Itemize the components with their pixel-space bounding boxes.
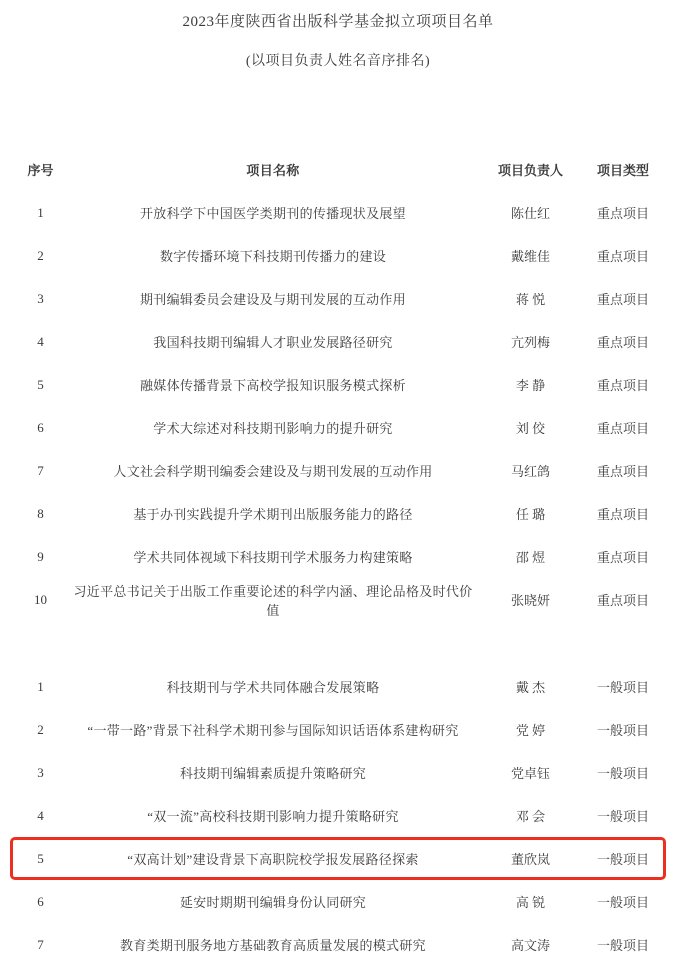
table-row — [10, 708, 666, 751]
row-index: 9 — [37, 548, 44, 564]
table-row — [10, 535, 666, 578]
row-type: 重点项目 — [596, 249, 649, 264]
table-row — [10, 277, 666, 320]
row-project-name: 我国科技期刊编辑人才职业发展路径研究 — [153, 335, 393, 350]
row-index: 1 — [37, 204, 44, 220]
row-leader: 李 静 — [515, 378, 546, 393]
table-row — [10, 492, 666, 535]
row-type: 重点项目 — [596, 206, 649, 221]
row-leader: 邓 会 — [515, 809, 546, 824]
column-header-type: 项目类型 — [596, 162, 649, 178]
row-leader: 马红鸽 — [510, 464, 550, 479]
row-type: 一般项目 — [596, 723, 649, 738]
table-row — [10, 665, 666, 708]
row-leader: 戴维佳 — [510, 249, 550, 264]
table-row — [10, 191, 666, 234]
row-leader: 任 璐 — [515, 507, 546, 522]
row-index: 7 — [37, 462, 44, 478]
row-type: 重点项目 — [596, 292, 649, 307]
row-leader: 邵 煜 — [515, 550, 546, 565]
table-row — [10, 234, 666, 277]
table-row — [10, 363, 666, 406]
table-row — [10, 880, 666, 923]
row-leader: 戴 杰 — [515, 680, 546, 695]
row-type: 一般项目 — [596, 938, 649, 953]
row-leader: 党卓钰 — [510, 766, 550, 781]
row-project-name: “双高计划”建设背景下高职院校学报发展路径探索 — [127, 852, 419, 867]
row-project-name: 习近平总书记关于出版工作重要论述的科学内涵、理论品格及时代价值 — [73, 583, 473, 618]
row-index: 1 — [37, 678, 44, 694]
row-project-name: 融媒体传播背景下高校学报知识服务模式探析 — [139, 378, 406, 393]
project-table — [0, 147, 676, 966]
row-project-name: “双一流”高校科技期刊影响力提升策略研究 — [147, 809, 399, 824]
row-index: 6 — [37, 419, 44, 435]
row-leader: 陈仕红 — [510, 206, 550, 221]
row-type: 一般项目 — [596, 680, 649, 695]
row-type: 重点项目 — [596, 507, 649, 522]
column-header-index: 序号 — [27, 162, 54, 178]
row-type: 重点项目 — [596, 378, 649, 393]
column-header-project-name: 项目名称 — [246, 162, 300, 178]
row-index: 3 — [37, 764, 44, 780]
table-row-highlighted — [10, 837, 666, 880]
row-leader: 亢列梅 — [510, 335, 550, 350]
table-row — [10, 320, 666, 363]
page-subtitle: (以项目负责人姓名音序排名) — [245, 54, 431, 69]
row-project-name: 教育类期刊服务地方基础教育高质量发展的模式研究 — [120, 938, 426, 953]
row-type: 重点项目 — [596, 335, 649, 350]
row-project-name: 开放科学下中国医学类期刊的传播现状及展望 — [139, 206, 406, 221]
row-index: 3 — [37, 290, 44, 306]
row-index: 8 — [37, 505, 44, 521]
row-index: 10 — [34, 591, 47, 607]
row-type: 一般项目 — [596, 809, 649, 824]
row-index: 4 — [37, 807, 44, 823]
row-project-name: 科技期刊编辑素质提升策略研究 — [179, 766, 367, 781]
row-type: 一般项目 — [596, 852, 649, 867]
row-leader: 董欣岚 — [510, 852, 550, 867]
row-type: 重点项目 — [596, 421, 649, 436]
row-leader: 高文涛 — [510, 938, 550, 953]
row-project-name: 延安时期期刊编辑身份认同研究 — [179, 895, 367, 910]
row-index: 2 — [37, 721, 44, 737]
row-type: 重点项目 — [596, 593, 649, 608]
table-header-row — [10, 147, 666, 191]
row-leader: 党 婷 — [515, 723, 546, 738]
page-title: 2023年度陕西省出版科学基金拟立项项目名单 — [182, 14, 494, 30]
row-type: 一般项目 — [596, 895, 649, 910]
row-project-name: 学术共同体视域下科技期刊学术服务力构建策略 — [133, 550, 413, 565]
row-project-name: 基于办刊实践提升学术期刊出版服务能力的路径 — [133, 507, 413, 522]
table-row — [10, 923, 666, 966]
table-row — [10, 751, 666, 794]
section-gap — [0, 621, 676, 665]
row-project-name: “一带一路”背景下社科学术期刊参与国际知识话语体系建构研究 — [87, 723, 459, 738]
row-index: 4 — [37, 333, 44, 349]
table-row — [10, 794, 666, 837]
row-type: 重点项目 — [596, 464, 649, 479]
row-leader: 张晓妍 — [510, 593, 550, 608]
row-type: 重点项目 — [596, 550, 649, 565]
row-leader: 蒋 悦 — [515, 292, 546, 307]
row-index: 5 — [37, 850, 44, 866]
row-type: 一般项目 — [596, 766, 649, 781]
row-leader: 刘 佼 — [515, 421, 546, 436]
table-row — [10, 406, 666, 449]
row-project-name: 期刊编辑委员会建设及与期刊发展的互动作用 — [139, 292, 406, 307]
row-index: 5 — [37, 376, 44, 392]
row-leader: 高 锐 — [515, 895, 546, 910]
row-index: 7 — [37, 936, 44, 952]
row-project-name: 科技期刊与学术共同体融合发展策略 — [166, 680, 380, 695]
table-row — [10, 449, 666, 492]
table-body — [0, 191, 676, 966]
row-index: 6 — [37, 893, 44, 909]
column-header-leader: 项目负责人 — [497, 162, 563, 178]
row-project-name: 学术大综述对科技期刊影响力的提升研究 — [153, 421, 393, 436]
row-project-name: 数字传播环境下科技期刊传播力的建设 — [159, 249, 387, 264]
table-row — [10, 578, 666, 621]
row-index: 2 — [37, 247, 44, 263]
row-project-name: 人文社会科学期刊编委会建设及与期刊发展的互动作用 — [113, 464, 433, 479]
